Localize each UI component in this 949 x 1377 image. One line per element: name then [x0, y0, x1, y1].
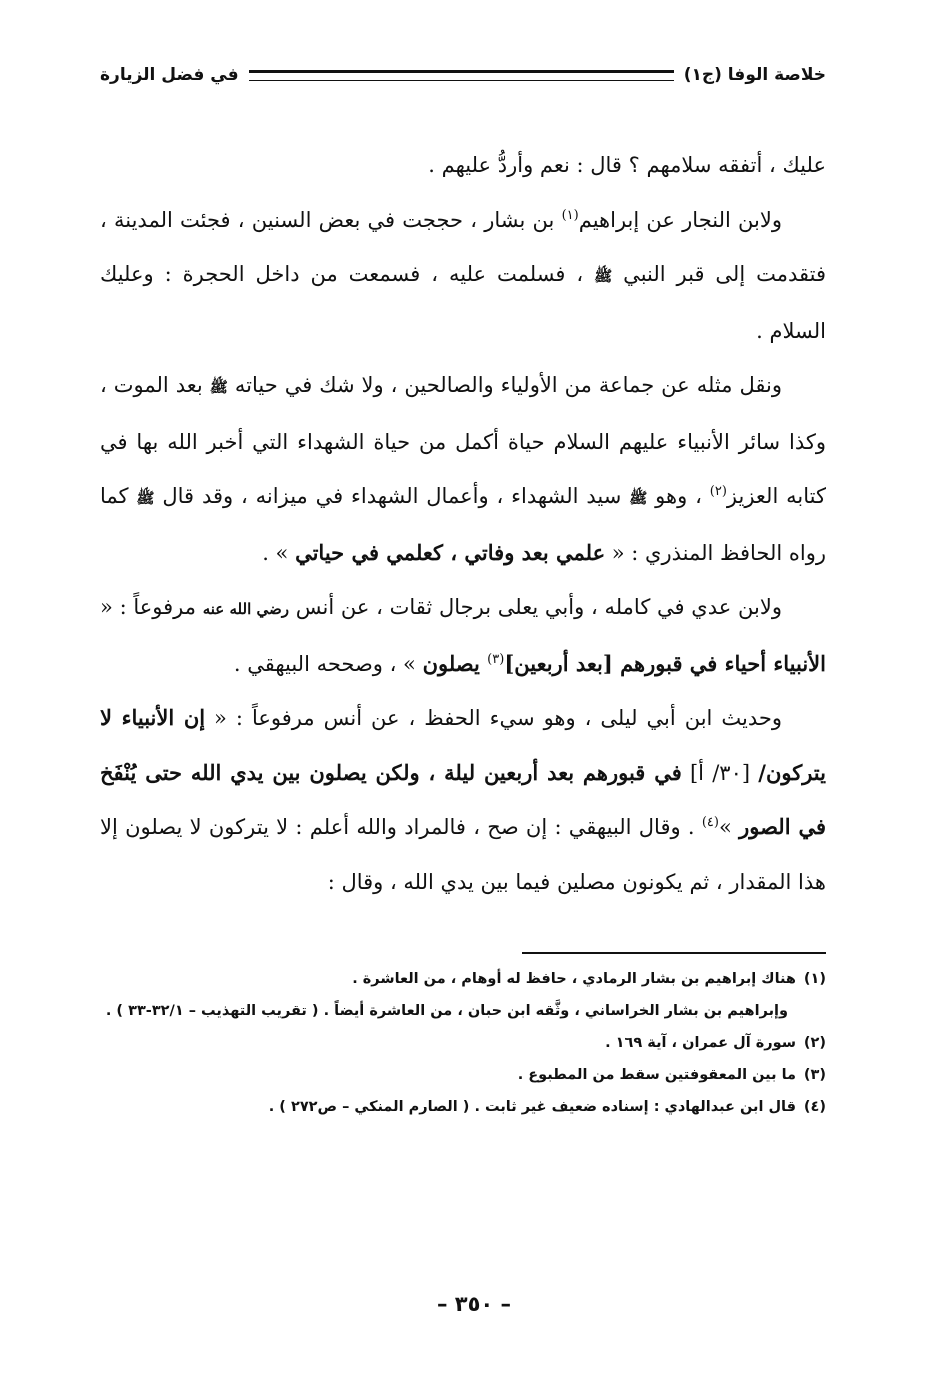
book-title: خلاصة الوفا (ج١)	[683, 65, 826, 85]
footnote-text: ما بين المعقوفتين سقط من المطبوع .	[517, 1067, 796, 1083]
paragraph-5-text-c: . وقال البيهقي : إن صح ، فالمراد والله أعلم : لا يتركون لا يصلون إلا هذا المقدار ، ثم يكونون مصلين فيما بين يدي الله ، وقال :	[100, 815, 826, 894]
hadith-quote: يصلون	[422, 650, 488, 676]
honorific-symbol: ﷺ	[209, 378, 228, 396]
footnote-ref-3: (٣)	[487, 651, 505, 667]
footnote-4	[100, 1091, 826, 1123]
footnote-text: وإبراهيم بن بشار الخراساني ، وثَّقه ابن حبان ، من العاشرة أيضاً . ( تقريب التهذيب – ٣٢/١-٣٣ ) .	[105, 1003, 788, 1019]
footnote-text: هناك إبراهيم بن بشار الرمادي ، حافظ له أوهام ، من العاشرة .	[352, 971, 796, 987]
paragraph-5-text-b: »	[718, 815, 740, 839]
footnote-text: سورة آل عمران ، آية ١٦٩ .	[605, 1035, 796, 1051]
paragraph-3-text-b: بعد الموت ، وكذا سائر الأنبياء عليهم السلام حياة أكمل من حياة الشهداء التي أخبر الله بها في كتابه العزيز	[100, 373, 826, 508]
paragraph-4-text-c: » ، وصححه البيهقي .	[233, 651, 423, 676]
paragraph-2-text-c: ، فسلمت عليه ، فسمعت من داخل الحجرة : وعليك السلام .	[100, 262, 826, 343]
footnote-number: (٤)	[803, 1099, 826, 1115]
paragraph-3-text-a: ونقل مثله عن جماعة من الأولياء والصالحين ، ولا شك في حياته	[227, 373, 782, 397]
honorific-symbol: ﷺ	[594, 267, 613, 285]
paragraph-1-text: عليك ، أتفقه سلامهم ؟ قال : نعم وأردُّ عليهم .	[428, 153, 826, 177]
footnote-ref-2: (٢)	[709, 484, 727, 499]
hadith-quote: علمي بعد وفاتي ، كعلمي في حياتي	[295, 539, 606, 565]
paragraph-4	[100, 580, 826, 691]
footnote-number: (٢)	[803, 1035, 826, 1051]
footnotes	[100, 963, 826, 1123]
footnote-1-continued	[100, 995, 826, 1027]
footnote-separator	[522, 952, 826, 954]
paragraph-5	[100, 691, 826, 909]
paragraph-3	[100, 358, 826, 580]
footnote-1	[100, 963, 826, 995]
footnote-text: قال ابن عبدالهادي : إسناده ضعيف غير ثابت . ( الصارم المنكي – ص٢٧٢ ) .	[268, 1099, 796, 1115]
hadith-quote: الأنبياء أحياء في قبورهم [بعد أربعين]	[504, 650, 826, 676]
footnote-3	[100, 1059, 826, 1091]
paragraph-4-text-b: مرفوعاً : «	[100, 595, 203, 619]
paragraph-3-text-c: ، وهو	[647, 484, 710, 508]
honorific-symbol: رضي الله عنه	[202, 600, 290, 618]
paragraph-3-text-e: كما رواه الحافظ المنذري : «	[100, 484, 826, 565]
honorific-symbol: ﷺ	[136, 489, 155, 507]
paragraph-2-text-b: بن بشار ، حججت في بعض السنين ، فجئت المدينة ، فتقدمت إلى قبر النبي	[100, 207, 826, 286]
main-text	[100, 138, 826, 909]
hadith-quote: إن الأنبياء لا يتركون/	[100, 705, 826, 785]
header-double-rule	[249, 70, 674, 81]
paragraph-3-text-d: سيد الشهداء ، وأعمال الشهداء في ميزانه ، وقد قال	[154, 484, 630, 508]
paragraph-5-text-a: وحديث ابن أبي ليلى ، وهو سيء الحفظ ، عن أنس مرفوعاً : «	[205, 706, 782, 730]
paragraph-2	[100, 193, 826, 359]
page-number: – ٣٥٠ –	[436, 1292, 512, 1316]
folio-marker: [٣٠/ أ]	[681, 760, 759, 785]
footnote-ref-4: (٤)	[701, 815, 719, 830]
footnote-number: (١)	[803, 971, 826, 987]
paragraph-2-text-a: ولابن النجار عن إبراهيم	[578, 207, 782, 232]
running-header	[100, 58, 826, 92]
footnote-number: (٣)	[803, 1067, 826, 1083]
paragraph-4-text-a: ولابن عدي في كامله ، وأبي يعلى برجال ثقات ، عن أنس	[289, 595, 782, 619]
paragraph-1	[100, 138, 826, 193]
chapter-title: في فضل الزيارة	[100, 65, 239, 85]
paragraph-3-text-f: » .	[262, 540, 296, 565]
footnote-ref-1: (١)	[561, 207, 579, 223]
honorific-symbol: ﷺ	[629, 489, 648, 507]
footnote-2	[100, 1027, 826, 1059]
hadith-quote: في قبورهم بعد أربعين ليلة ، ولكن يصلون بين يدي الله حتى يُنْفَخ في الصور	[100, 759, 826, 839]
